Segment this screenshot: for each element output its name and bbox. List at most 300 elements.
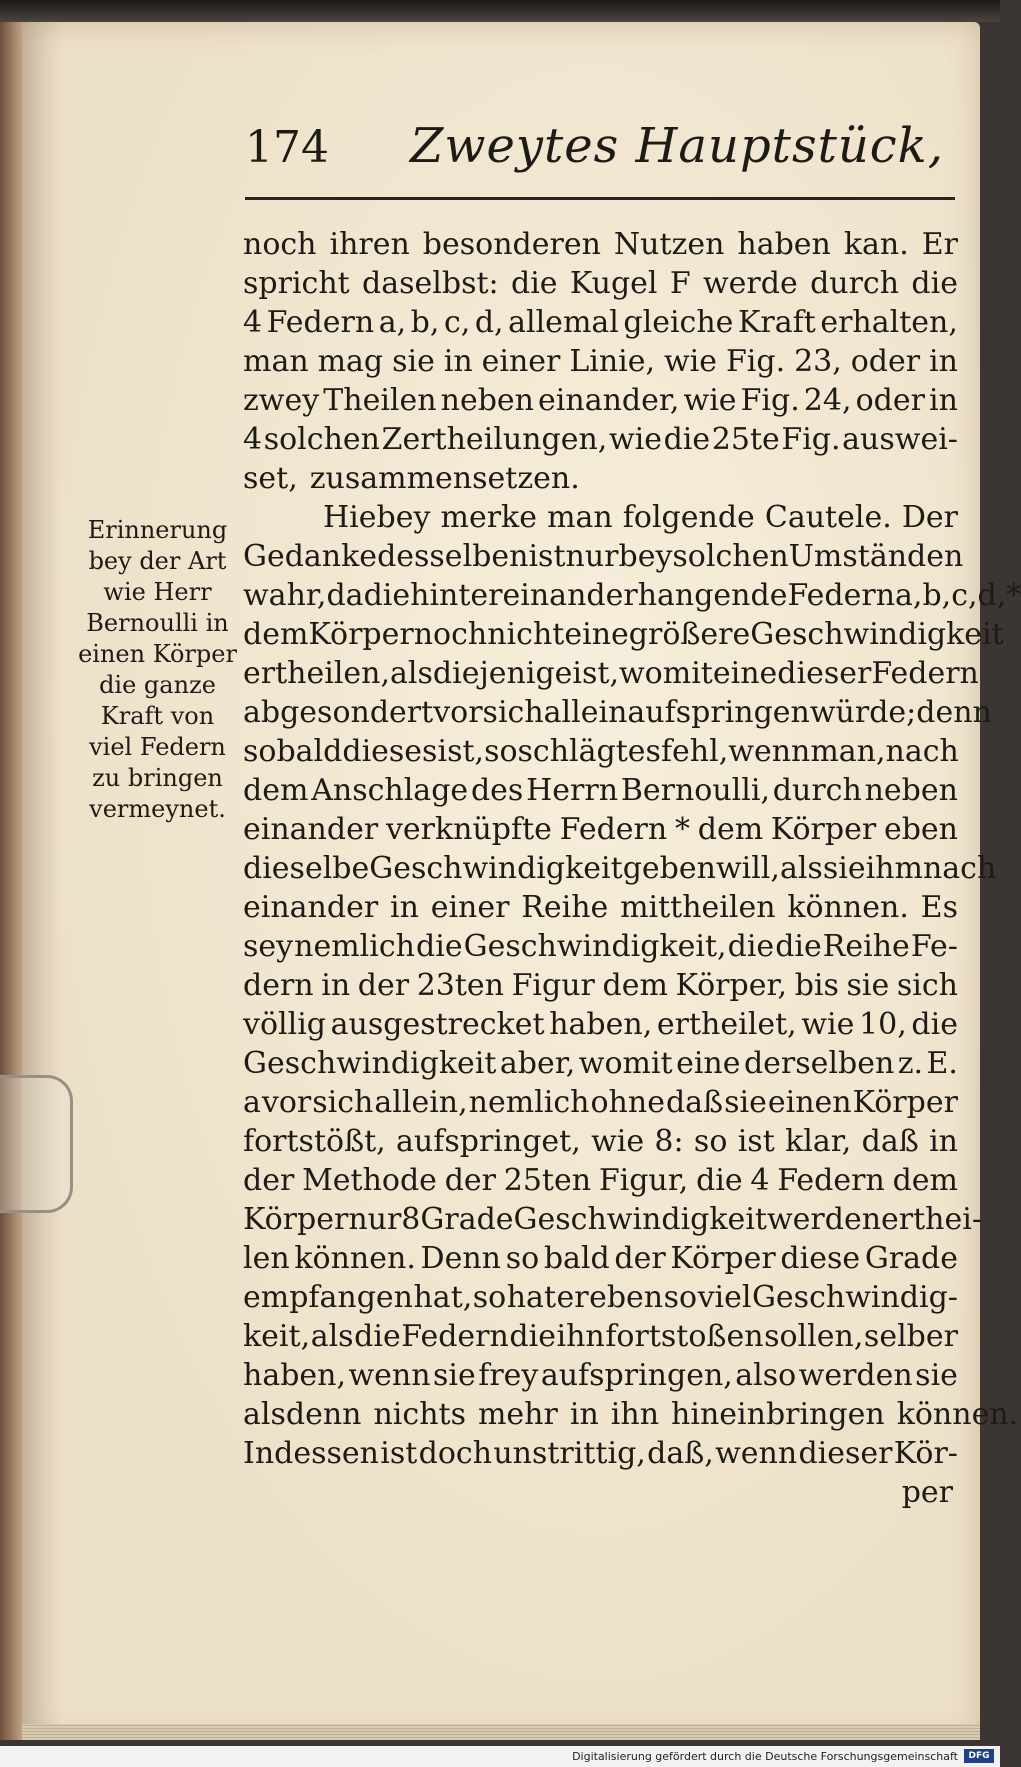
word: mehr [477, 1397, 558, 1432]
word: mittheilen [620, 890, 776, 925]
word: daß [665, 1085, 724, 1120]
dfg-logo-icon: DFG [964, 1749, 994, 1763]
word: die [416, 929, 463, 964]
word: * [674, 812, 690, 847]
word: merke [440, 500, 537, 535]
word: Fig. [781, 422, 841, 457]
word: nichts [373, 1397, 466, 1432]
word: Federn [559, 812, 668, 847]
word: 25ten [503, 1163, 592, 1198]
word: wie [591, 1124, 645, 1159]
word: diejenige [432, 656, 573, 691]
word: sie [392, 344, 435, 379]
word: Zertheilungen, [381, 422, 608, 457]
word: unstrittig, [493, 1436, 646, 1471]
word: als [390, 656, 433, 691]
word: die [775, 929, 822, 964]
word: einen [767, 1085, 852, 1120]
word: eine [564, 617, 629, 652]
word: einander, [538, 383, 680, 418]
word: Er [921, 227, 958, 262]
word: durch [772, 773, 862, 808]
word: in [929, 344, 958, 379]
word: der [357, 968, 410, 1003]
text-line [243, 498, 958, 537]
word: dern [243, 968, 314, 1003]
word: die [363, 578, 411, 613]
word: Fig. [740, 383, 800, 418]
text-line [243, 693, 992, 732]
word: haben, [549, 1007, 653, 1042]
word: Geschwindigkeit [369, 851, 623, 886]
word: 23, [794, 344, 842, 379]
word: neben [440, 383, 534, 418]
word: Theilen [323, 383, 437, 418]
header-rule [245, 197, 955, 200]
word: vor [261, 1085, 312, 1120]
word: völlig [243, 1007, 326, 1042]
word: will, [715, 851, 780, 886]
word: die [354, 1319, 401, 1354]
text-line [243, 537, 964, 576]
word: mag [317, 344, 384, 379]
text-line [243, 1200, 982, 1239]
word: in [928, 383, 958, 418]
word: ihn [610, 1397, 660, 1432]
word: ist [737, 1124, 775, 1159]
word: der [243, 1163, 295, 1198]
word: hat, [413, 1280, 473, 1315]
word: einer [430, 890, 510, 925]
word: der [614, 1241, 666, 1276]
word: hat [506, 1280, 556, 1315]
word: diese [780, 1241, 861, 1276]
word: daselbst: [362, 266, 499, 301]
word: eben [589, 1280, 664, 1315]
marginal-note [70, 515, 245, 825]
word: wenn [348, 1358, 431, 1393]
word: len [243, 1241, 290, 1276]
word: man [547, 500, 613, 535]
word: ihm [865, 851, 923, 886]
word: klar, [785, 1124, 852, 1159]
word: ist, [572, 656, 619, 691]
word: Reihe [822, 929, 910, 964]
word: sollen, [764, 1319, 864, 1354]
word: frey [478, 1358, 539, 1393]
word: oder [850, 344, 921, 379]
text-line [243, 615, 1004, 654]
word: Geschwindig- [751, 1280, 958, 1315]
word: wahr, [243, 578, 327, 613]
word: Körper [852, 1085, 958, 1120]
word: 24, [803, 383, 852, 418]
word: die [911, 266, 958, 301]
word: dem [243, 617, 309, 652]
word: 8 [401, 1202, 421, 1237]
word: Anschlage [311, 773, 469, 808]
word: besonderen [422, 227, 601, 262]
word: dem [243, 773, 309, 808]
word: solchen [263, 422, 380, 457]
word: Körper [770, 812, 877, 847]
word: einander [243, 812, 379, 847]
word: desselben [377, 539, 529, 574]
word: in [443, 344, 473, 379]
word: Geschwindigkeit [513, 1202, 767, 1237]
word: fehl, [660, 734, 729, 769]
word: Grade [420, 1202, 514, 1237]
word: zusammensetzen. [309, 461, 580, 496]
word: nach [885, 734, 959, 769]
marginal-note-line: vermeynet. [89, 795, 226, 823]
word: 23ten [416, 968, 504, 1003]
word: fortstößt, [243, 1124, 386, 1159]
body-text [243, 225, 1021, 1512]
word: sie [915, 1358, 958, 1393]
word: Gedanke [243, 539, 378, 574]
word: Körper [308, 617, 414, 652]
bookmark-tab [0, 1075, 73, 1213]
word: 25te [711, 422, 780, 457]
word: Hiebey [323, 500, 431, 535]
text-line [243, 1083, 958, 1122]
scan-top-border [0, 0, 1000, 22]
word: Figur, [598, 1163, 689, 1198]
word: allein [543, 695, 628, 730]
word: Der [901, 500, 958, 535]
word: man [243, 344, 309, 379]
word: a, [895, 578, 923, 613]
word: des [470, 773, 524, 808]
word: können. [896, 1397, 1019, 1432]
word: d,* [977, 578, 1021, 613]
word: wenn [715, 1436, 798, 1471]
marginal-note-line: bey der Art [88, 547, 227, 575]
word: eine [676, 1046, 741, 1081]
word: hineinbringen [671, 1397, 885, 1432]
word: 4 [243, 305, 263, 340]
word: würde; [809, 695, 917, 730]
marginal-note-line: einen Körper [78, 640, 237, 668]
word: fortstoßen [605, 1319, 764, 1354]
word: Herrn [526, 773, 619, 808]
word: geben [622, 851, 716, 886]
word: daß [861, 1124, 919, 1159]
word: Körper, [675, 968, 788, 1003]
word: 8: [654, 1124, 684, 1159]
word: dem [602, 968, 668, 1003]
word: Geschwindigkeit [750, 617, 1004, 652]
word: Geschwindigkeit, [463, 929, 727, 964]
running-head: Zweytes Hauptstück, [410, 118, 945, 174]
text-line [243, 1122, 958, 1161]
word: die [911, 1007, 958, 1042]
word: spricht [243, 266, 350, 301]
word: allein, [374, 1085, 468, 1120]
text-line [243, 342, 958, 381]
text-line [243, 1395, 1019, 1434]
word: per [901, 1475, 953, 1510]
word: kan. [843, 227, 909, 262]
word: werden [798, 1358, 913, 1393]
word: derselben [743, 1046, 895, 1081]
word: Reihe [521, 890, 609, 925]
word: als [310, 1319, 354, 1354]
word: Linie, [569, 344, 656, 379]
word: doch [418, 1436, 493, 1471]
word: Fig. [725, 344, 786, 379]
word: ihren [329, 227, 410, 262]
word: aber, [499, 1046, 576, 1081]
word: erthei- [881, 1202, 982, 1237]
word: die [663, 422, 711, 457]
word: wenn [728, 734, 811, 769]
word: Kugel [569, 266, 658, 301]
word: sey [243, 929, 294, 964]
word: empfangen [243, 1280, 413, 1315]
word: ihn [556, 1319, 605, 1354]
word: nach [922, 851, 997, 886]
word: durch [810, 266, 900, 301]
word: noch [413, 617, 488, 652]
word: 4 [750, 1163, 770, 1198]
marginal-note-line: zu bringen [92, 764, 223, 792]
word: Bernoulli, [620, 773, 770, 808]
word: in [389, 890, 419, 925]
word: 10, [859, 1007, 907, 1042]
word: können. [787, 890, 909, 925]
word: Indessen [243, 1436, 379, 1471]
word: oder [855, 383, 925, 418]
word: verknüpfte [385, 812, 552, 847]
word: solchen [672, 539, 789, 574]
word: dem [892, 1163, 958, 1198]
text-line [243, 1239, 958, 1278]
text-line [243, 459, 958, 498]
word: man, [810, 734, 886, 769]
word: ist [528, 539, 566, 574]
text-line [243, 1356, 958, 1395]
text-line [243, 810, 958, 849]
text-line [243, 225, 958, 264]
text-line [243, 966, 958, 1005]
word: Federn [871, 656, 979, 691]
word: selber [863, 1319, 958, 1354]
word: d, [474, 305, 504, 340]
word: viel [697, 1280, 752, 1315]
word: ertheilen, [243, 656, 391, 691]
word: bald [543, 1241, 610, 1276]
word: erhalten, [820, 305, 958, 340]
marginal-note-line: viel Federn [89, 733, 226, 761]
word: Cautele. [764, 500, 892, 535]
word: nur [565, 539, 619, 574]
text-line [243, 1044, 958, 1083]
word: dieselbe [243, 851, 370, 886]
text-line [243, 771, 958, 810]
word: bis [794, 968, 839, 1003]
text-line [243, 303, 958, 342]
page-header [245, 118, 965, 188]
word: Federn [777, 1163, 885, 1198]
word: in [321, 968, 351, 1003]
word: nemlich [294, 929, 415, 964]
word: Federn [787, 578, 896, 613]
word: so [472, 1280, 507, 1315]
word: keit, [243, 1319, 311, 1354]
word: ausgestrecket [330, 1007, 545, 1042]
word: die [510, 266, 558, 301]
word: Kraft [737, 305, 816, 340]
word: zwey [243, 383, 320, 418]
word: noch [243, 227, 317, 262]
word: daß, [647, 1436, 714, 1471]
word: nemlich [468, 1085, 590, 1120]
word: ist, [437, 734, 485, 769]
word: ohne [590, 1085, 665, 1120]
word: c, [443, 305, 471, 340]
word: so [243, 734, 277, 769]
word: einander [243, 890, 379, 925]
footer-credit: Digitalisierung gefördert durch die Deutsche Forschungsgemeinschaft [572, 1750, 958, 1763]
word: können. [294, 1241, 416, 1276]
text-line [243, 381, 958, 420]
word: Körper [670, 1241, 776, 1276]
word: Umständen [788, 539, 964, 574]
word: so [484, 734, 518, 769]
word: einer [481, 344, 561, 379]
word: als [779, 851, 823, 886]
word: da [326, 578, 364, 613]
word: E. [926, 1046, 958, 1081]
word: bald [276, 734, 343, 769]
word: a, [378, 305, 407, 340]
word: schlägt [517, 734, 628, 769]
word: folgende [622, 500, 755, 535]
word: set, [243, 461, 298, 496]
marginal-note-line: Kraft von [100, 702, 215, 730]
word: sie [433, 1358, 476, 1393]
marginal-note-line: Erinnerung [87, 516, 228, 544]
word: aufspringen, [540, 1358, 733, 1393]
word: a [243, 1085, 261, 1120]
word: Federn [401, 1319, 509, 1354]
marginal-note-line: Bernoulli in [86, 609, 229, 637]
text-line [243, 849, 997, 888]
word: werden [766, 1202, 882, 1237]
word: Federn [266, 305, 375, 340]
text-line [243, 1278, 958, 1317]
word: aufspringet, [396, 1124, 581, 1159]
word: also [735, 1358, 797, 1393]
word: hintereinanderhangende [410, 578, 788, 613]
word: in [569, 1397, 599, 1432]
word: die [696, 1163, 743, 1198]
text-line [243, 1434, 958, 1473]
word: Geschwindigkeit [243, 1046, 497, 1081]
word: neben [864, 773, 958, 808]
word: bey [618, 539, 673, 574]
word: allemal [508, 305, 619, 340]
word: so [693, 1124, 728, 1159]
word: Figur [511, 968, 595, 1003]
word: nur [348, 1202, 402, 1237]
word: so [663, 1280, 698, 1315]
word: womit [619, 656, 713, 691]
word: nicht [487, 617, 565, 652]
word: denn [916, 695, 992, 730]
word: Fe- [910, 929, 958, 964]
word: größere [628, 617, 751, 652]
word: er [556, 1280, 589, 1315]
word: dem [697, 812, 764, 847]
word: werde [703, 266, 798, 301]
word: so [505, 1241, 540, 1276]
word: sie [724, 1085, 767, 1120]
word: haben, [243, 1358, 347, 1393]
word: auswei- [842, 422, 958, 457]
word: Es [920, 890, 958, 925]
word: vor [433, 695, 483, 730]
word: wie [801, 1007, 855, 1042]
word: sie [822, 851, 866, 886]
word: aufspringen [627, 695, 810, 730]
word: sich [312, 1085, 374, 1120]
word: Methode [302, 1163, 437, 1198]
text-line [243, 888, 958, 927]
word: ist [380, 1436, 418, 1471]
word: die [727, 929, 775, 964]
text-line [243, 654, 979, 693]
word: Nutzen [613, 227, 725, 262]
word: c, [951, 578, 978, 613]
word: Kör- [893, 1436, 958, 1471]
word: sich [896, 968, 958, 1003]
word: alsdenn [243, 1397, 362, 1432]
word: dieses [342, 734, 438, 769]
word: womit [578, 1046, 673, 1081]
word: eben [883, 812, 958, 847]
word: der [444, 1163, 496, 1198]
word: ertheilet, [656, 1007, 797, 1042]
word: sie [846, 968, 890, 1003]
word: 4 [243, 422, 263, 457]
text-line [243, 576, 1021, 615]
page-number: 174 [245, 122, 329, 173]
word: F [669, 266, 691, 301]
text-line [243, 1473, 958, 1512]
word: Körper [243, 1202, 349, 1237]
word: Denn [420, 1241, 501, 1276]
marginal-note-line: wie Herr [103, 578, 212, 606]
word: dieser [777, 656, 872, 691]
word: in [929, 1124, 958, 1159]
text-line [243, 732, 958, 771]
word: die [509, 1319, 556, 1354]
word: wie [608, 422, 662, 457]
word: abgesondert [243, 695, 434, 730]
page-edges [22, 1724, 980, 1740]
word: haben [737, 227, 831, 262]
word: sich [482, 695, 544, 730]
text-line [243, 1005, 958, 1044]
text-line [243, 264, 958, 303]
text-line [243, 1317, 958, 1356]
word: eine [712, 656, 778, 691]
word: dieser [798, 1436, 893, 1471]
word: Grade [864, 1241, 958, 1276]
